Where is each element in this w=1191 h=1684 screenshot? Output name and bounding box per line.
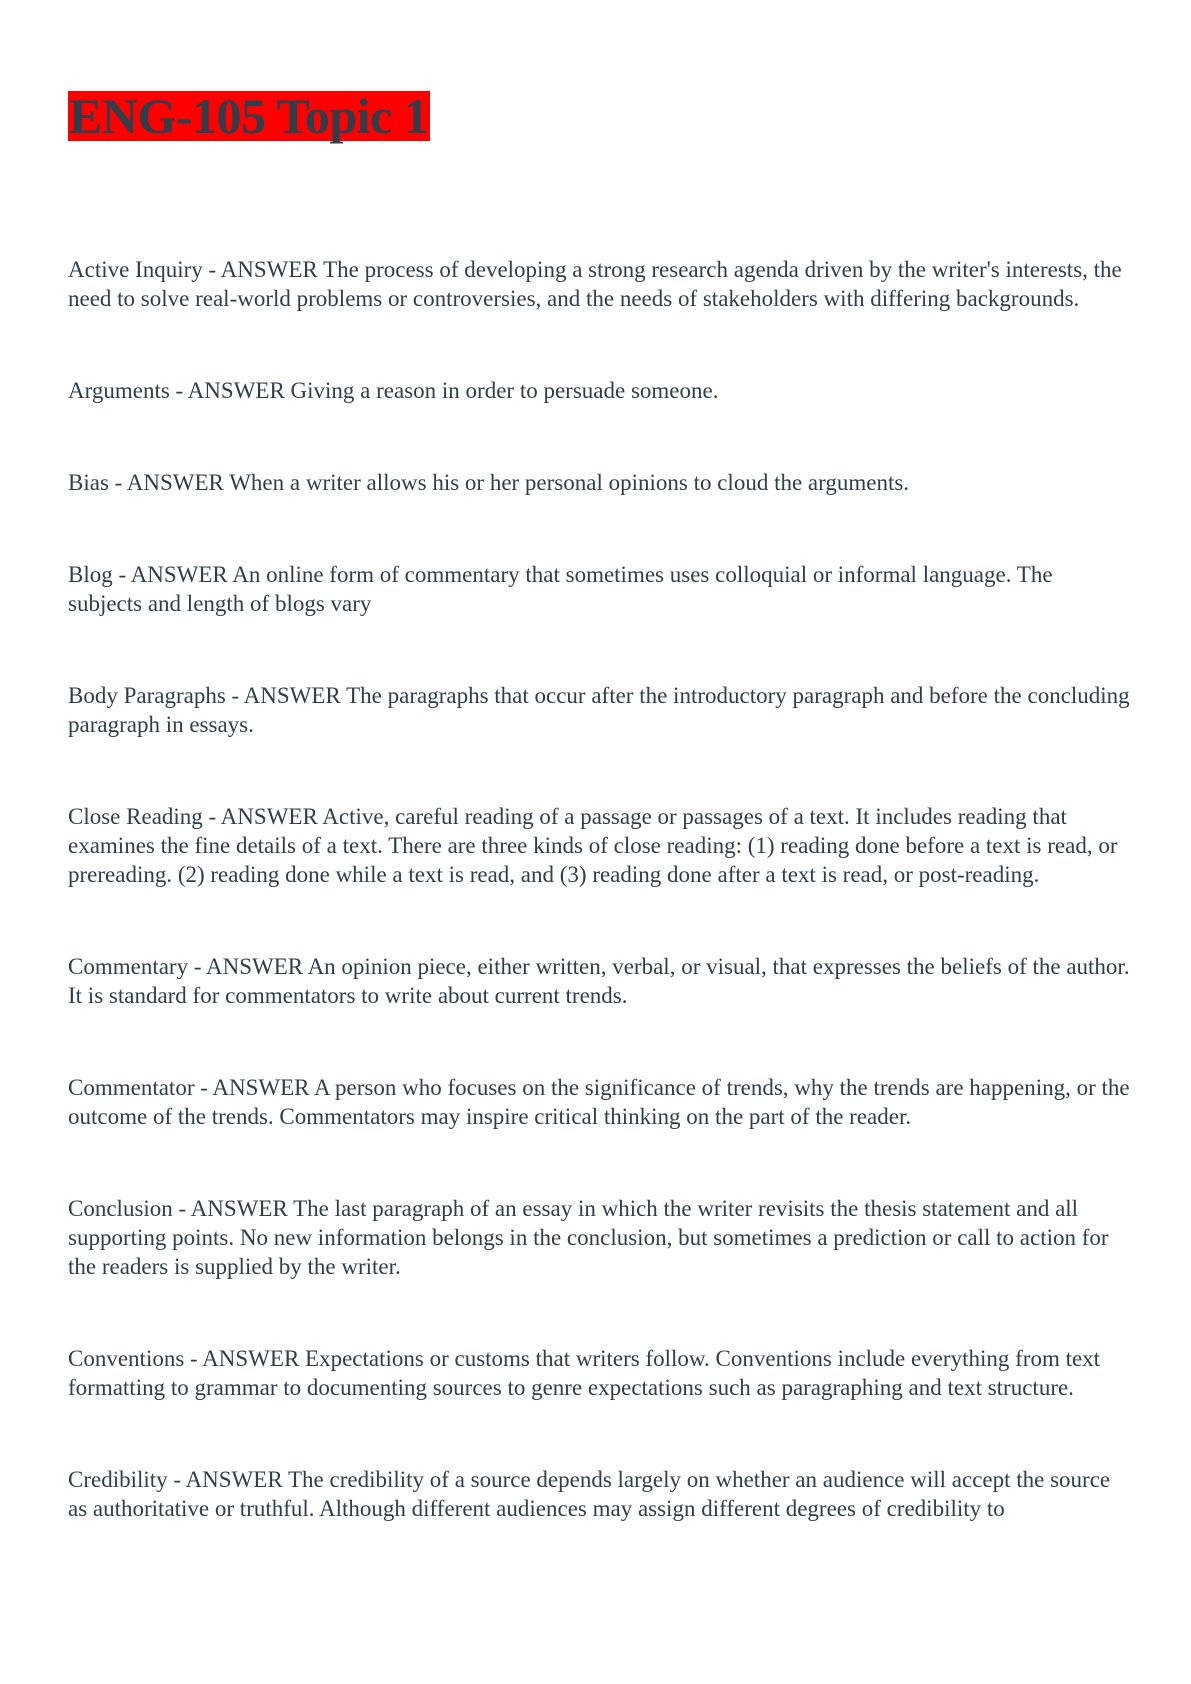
glossary-entry: Conventions - ANSWER Expectations or customs that writers follow. Conventions include everything from text formatting to grammar to documenting sources to genre expectations such as paragraphing and text structure. — [68, 1346, 1101, 1400]
glossary-entry: Body Paragraphs - ANSWER The paragraphs that occur after the introductory paragraph and before the concluding paragraph in essays. — [68, 683, 1130, 737]
glossary-entry: Commentator - ANSWER A person who focuses on the significance of trends, why the trends are happening, or the outcome of the trends. Commentators may inspire critical thinking on the part of the reader. — [68, 1075, 1130, 1129]
glossary-entry: Blog - ANSWER An online form of commentary that sometimes uses colloquial or informal language. The subjects and length of blogs vary — [68, 562, 1053, 616]
glossary-entry: Arguments - ANSWER Giving a reason in order to persuade someone. — [68, 378, 719, 403]
glossary-entry: Credibility - ANSWER The credibility of a source depends largely on whether an audience will accept the source as authoritative or truthful. Although different audiences may assign different degrees of credibility to — [68, 1467, 1111, 1521]
glossary-entry: Bias - ANSWER When a writer allows his or her personal opinions to cloud the arguments. — [68, 470, 910, 495]
document-title: ENG-105 Topic 1 — [69, 88, 429, 144]
glossary-entry: Conclusion - ANSWER The last paragraph of an essay in which the writer revisits the thesis statement and all supporting points. No new information belongs in the conclusion, but sometimes a prediction or call to action for the readers is supplied by the writer. — [68, 1196, 1109, 1279]
glossary-entry: Commentary - ANSWER An opinion piece, either written, verbal, or visual, that expresses the beliefs of the author. It is standard for commentators to write about current trends. — [68, 954, 1130, 1008]
glossary-list — [68, 255, 1130, 1523]
glossary-entry: Active Inquiry - ANSWER The process of developing a strong research agenda driven by the writer's interests, the need to solve real-world problems or controversies, and the needs of stakeholders with differing backgrounds. — [68, 257, 1122, 311]
glossary-entry: Close Reading - ANSWER Active, careful reading of a passage or passages of a text. It includes reading that examines the fine details of a text. There are three kinds of close reading: (1) reading done before a text is read, or prereading. (2) reading done while a text is read, and (3) reading done after a text is read, or post-reading. — [68, 804, 1118, 887]
